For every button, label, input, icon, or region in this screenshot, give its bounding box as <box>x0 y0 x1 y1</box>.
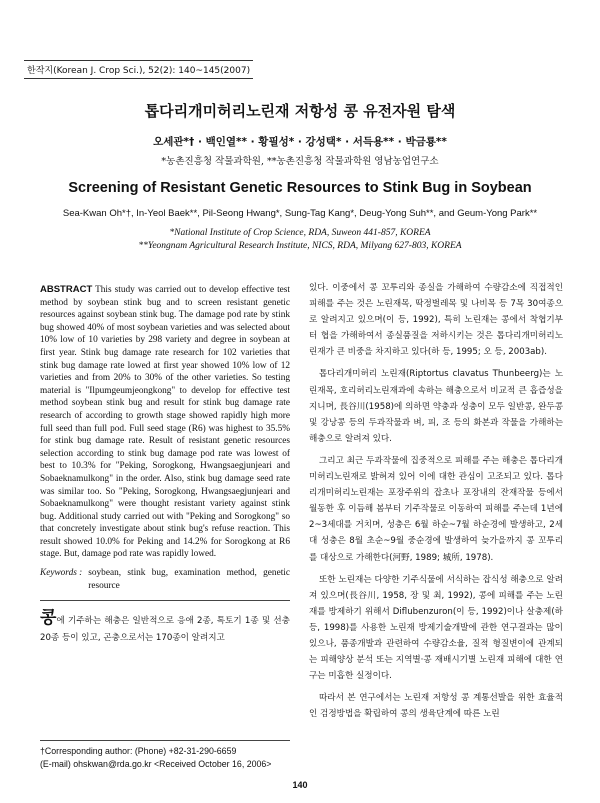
korean-title: 톱다리개미허리노린재 저항성 콩 유전자원 탐색 <box>144 102 456 120</box>
section-divider <box>40 600 290 601</box>
paragraph: 또한 노린재는 다양한 기주식물에 서식하는 잡식성 해충으로 알려져 있으며(長谷川, 1958, 장 및 최, 1992), 콩에 피해를 주는 노린재를 방제하기 위해서 Diflubenzuron(이 등, 1992)이나 살충제(하 등, 1998)를 사용한 노린재 방제기술개발에 관한 연구결과는 많이 있으나, 품종개발과 관련하여 수량감소율, 질적 형질변이에 관계되는 피해양상 분석 또는 지역별·콩 재배시기별 노린재 피해에 대한 연구는 미흡한 실정이다. <box>309 574 563 682</box>
english-affiliation-2: **Yeongnam Agricultural Research Institute, NICS, RDA, Milyang 627-803, KOREA <box>138 241 462 251</box>
left-column <box>40 284 290 646</box>
paragraph: 따라서 본 연구에서는 노린재 저항성 콩 계통선발을 위한 효율적인 검정방법을 확립하여 콩의 생육단계에 따른 노린 <box>309 693 563 720</box>
right-column <box>309 280 563 728</box>
footnote-email: (E-mail) ohskwan@rda.go.kr <Received October 16, 2006> <box>40 759 272 769</box>
keywords <box>40 567 290 592</box>
footnote-phone: †Corresponding author: (Phone) +82-31-290-6659 <box>40 746 237 756</box>
paragraph: 톱다리개미허리 노린재(Riptortus clavatus Thunbeerg)는 노린재목, 호리허리노린재과에 속하는 해충으로서 비교적 큰 흡즙성을 지니며, 長谷川(1958)에 의하면 약충과 성충이 모두 일반콩, 완두콩 및 강낭콩 등의 두과작물과 벼, 피, 조 등의 화본과 작물을 가해하는 해충으로 알려져 있다. <box>309 369 563 444</box>
journal-reference: 한작지(Korean J. Crop Sci.), 52(2): 140~145(2007) <box>24 60 253 79</box>
corresponding-author-footnote <box>40 740 290 771</box>
intro-dropcap: 콩 <box>40 608 57 629</box>
paragraph: 있다. 이중에서 콩 꼬투리와 종실을 가해하여 수량감소에 직접적인 피해를 주는 것은 노린재목, 딱정벌레목 및 나비목 등 7목 30여종으로 알려지고 있으며(이 등, 1992), 특히 노린재는 콩에서 착협기부터 협을 가해하여서 종실품질을 저하시키는 것은 톱다리개미허리노린재가 큰 비중을 차지하고 있다(하 등, 1995; 오 등, 2003ab). <box>309 283 563 358</box>
english-authors: Sea-Kwan Oh*†, In-Yeol Baek**, Pil-Seong Hwang*, Sung-Tag Kang*, Deug-Yong Suh**, and Geum-Yong Park** <box>62 208 538 219</box>
abstract-heading: ABSTRACT <box>40 284 93 295</box>
page-number: 140 <box>292 780 308 790</box>
abstract-text: This study was carried out to develop effective test method by soybean stink bug and to screen resistant genetic resources against soybean stink bug. The damage pod rate by stink bug showed 40% of most soybean varieties and was selected about 10% low of 10 varieties by 298 variety and degree in soybean at first year. Stink bug damage rate research for 102 varieties that stink bug damage rate lowed at first year showed 10% low of 12 varieties and from 20% to 30% of the other varieties. So testing material is "Ilpumgeumjeongkong" to develop for effective test method soybean stink bug and result for stink bug damage rate research of according to growth stage showed rapidly high more full seed than full pod. Full seed stage (R6) was highest to 35.5% for stink bug damage rate. Result of resistant genetic resources selection according to stink bug damage pod rate was lowest of best to 10.3% for "Peking, Sorogkong, Hwangsaegjunjeari and Sobaeknamulkong" in the order. Also, stink bug damage seed rate was similar too. So "Peking, Sorogkong, Hwangsaegjunjeari and Sobaeknamulkong" were thought resistant variety against stink bug. Additional study carried out with "Peking and Sorogkong" so that concretely investigate about stink bug's refuse reaction. This result showed 10.0% for Peking and 14.2% for Sorogkong at R6 stage. But, damage pod rate was rapidly lowed. <box>40 285 291 560</box>
keywords-text: soybean, stink bug, examination method, genetic resource <box>88 568 290 591</box>
intro-paragraph <box>40 608 290 646</box>
korean-authors: 오세관*† · 백인열** · 황필성* · 강성택* · 서득용** · 박금룡** <box>153 136 447 148</box>
keywords-label: Keywords : <box>40 568 83 579</box>
english-title: Screening of Resistant Genetic Resources to Stink Bug in Soybean <box>68 180 532 196</box>
intro-text: 에 기주하는 해충은 일반적으로 응애 2종, 톡토기 1종 및 선충 20종 등이 있고, 곤충으로서는 170종이 알려지고 <box>40 616 290 643</box>
paragraph: 그리고 최근 두과작물에 집중적으로 피해를 주는 해충은 톱다리개미허리노린재로 밝혀져 있어 이에 대한 관심이 고조되고 있다. 톱다리개미허리노린재는 포장주위의 잡초나 포장내의 잔재작물 등에서 월동한 후 이듬해 봄부터 기주작물로 이동하여 피해를 주는데 1년에 2~3세대를 거치며, 성충은 6월 하순~7월 하순경에 발생하고, 2세대 성충은 8월 초순~9월 중순경에 발생하여 늦가을까지 콩 꼬투리를 대상으로 가해한다(河野, 1989; 城所, 1978). <box>309 455 563 563</box>
english-affiliation-1: *National Institute of Crop Science, RDA, Suweon 441-857, KOREA <box>169 228 431 238</box>
korean-affiliation: *농촌진흥청 작물과학원, **농촌진흥청 작물과학원 영남농업연구소 <box>161 156 439 167</box>
abstract <box>40 284 290 561</box>
